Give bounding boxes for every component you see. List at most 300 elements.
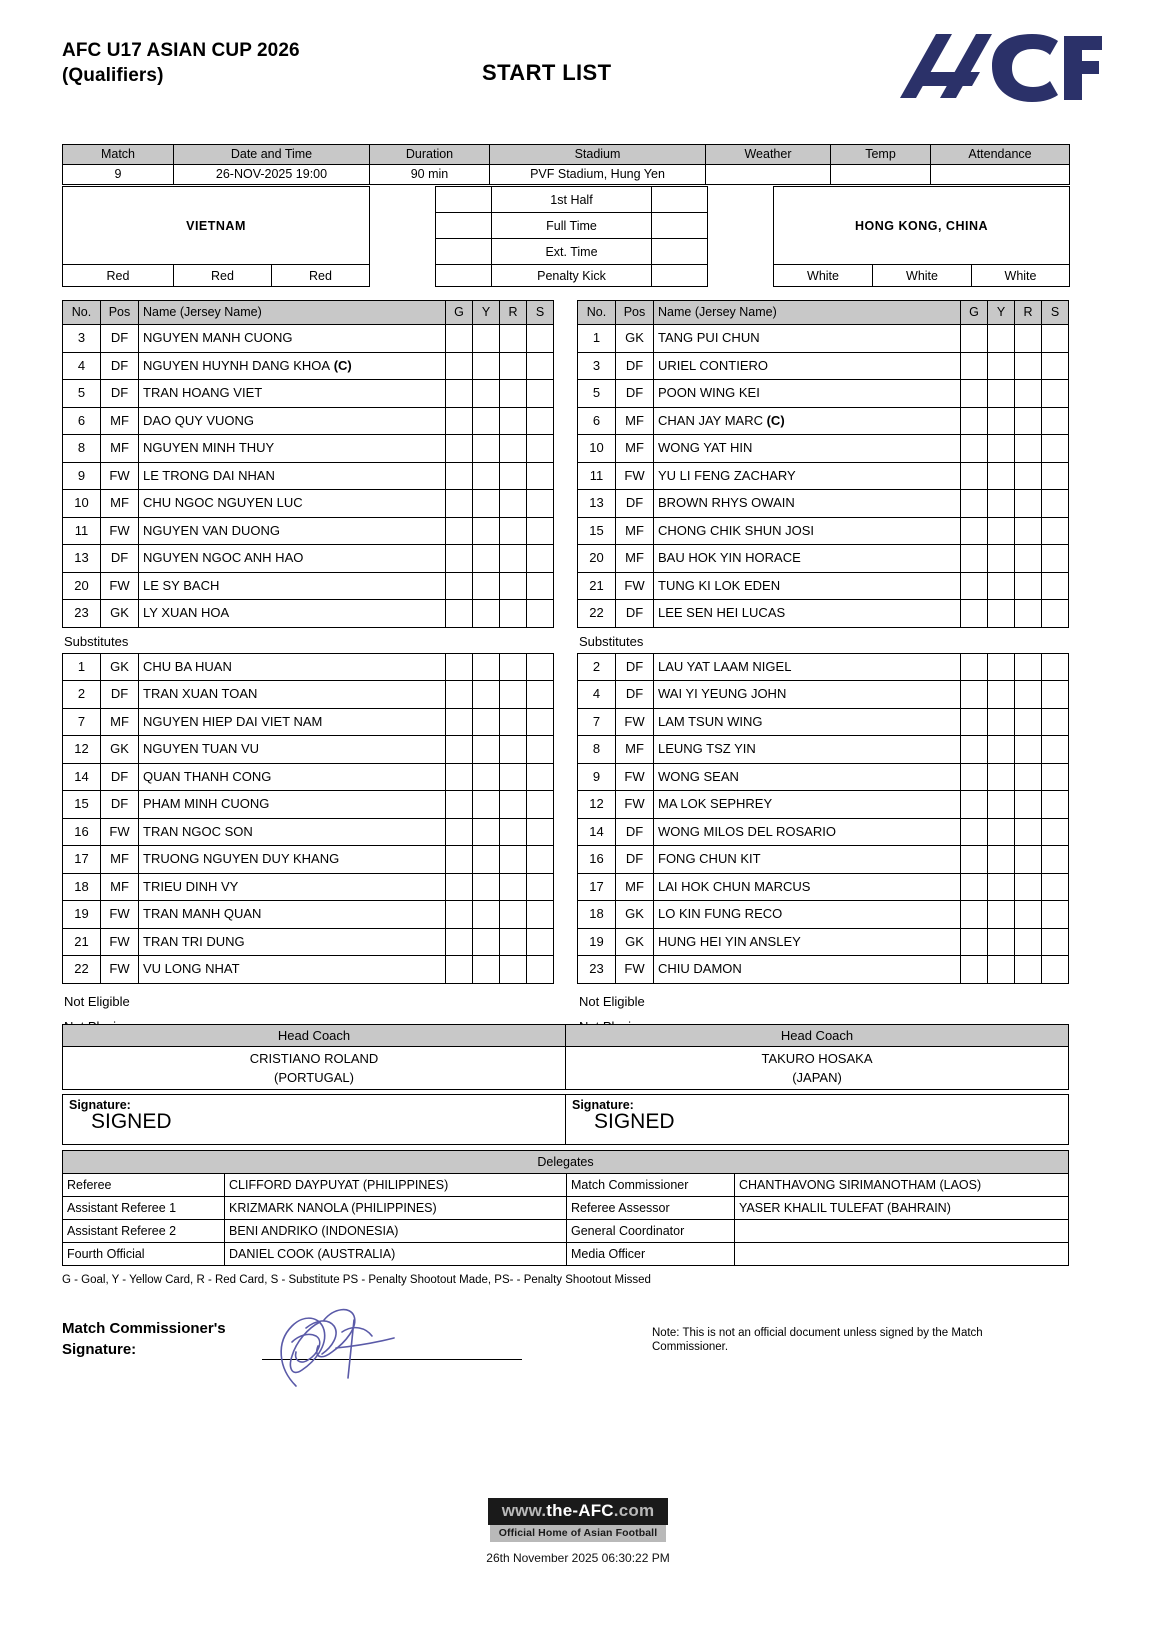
goal-cell[interactable] <box>961 846 988 874</box>
player-row <box>63 791 554 819</box>
player-row <box>578 435 1069 463</box>
yellow-card-cell[interactable] <box>473 545 500 573</box>
yellow-card-cell[interactable] <box>473 681 500 709</box>
svg-text:™: ™ <box>1090 37 1097 44</box>
substitute-cell[interactable] <box>527 545 554 573</box>
yellow-card-cell[interactable] <box>988 435 1015 463</box>
red-card-cell[interactable] <box>500 600 527 628</box>
substitute-cell[interactable] <box>527 818 554 846</box>
delegate-row <box>63 1220 1069 1243</box>
substitute-cell[interactable] <box>527 462 554 490</box>
substitute-cell[interactable] <box>527 681 554 709</box>
substitute-cell[interactable] <box>1042 791 1069 819</box>
player-number: 1 <box>578 325 616 353</box>
substitute-cell[interactable] <box>1042 653 1069 681</box>
red-card-cell[interactable] <box>1015 928 1042 956</box>
yellow-card-cell[interactable] <box>988 572 1015 600</box>
goal-cell[interactable] <box>446 928 473 956</box>
delegate-name-right: YASER KHALIL TULEFAT (BAHRAIN) <box>735 1197 1069 1220</box>
player-number: 8 <box>63 435 101 463</box>
yellow-card-cell[interactable] <box>473 517 500 545</box>
home-score-ext-time <box>436 239 492 265</box>
substitute-cell[interactable] <box>1042 818 1069 846</box>
red-card-cell[interactable] <box>500 791 527 819</box>
yellow-card-cell[interactable] <box>988 352 1015 380</box>
delegate-name-right <box>735 1220 1069 1243</box>
col-header-g: G <box>961 301 988 325</box>
goal-cell[interactable] <box>961 736 988 764</box>
goal-cell[interactable] <box>446 873 473 901</box>
player-position: DF <box>101 763 139 791</box>
player-number: 5 <box>578 380 616 408</box>
player-position: MF <box>616 407 654 435</box>
red-card-cell[interactable] <box>500 572 527 600</box>
red-card-cell[interactable] <box>1015 956 1042 984</box>
player-position: MF <box>616 545 654 573</box>
away-team-name: HONG KONG, CHINA <box>774 187 1070 265</box>
red-card-cell[interactable] <box>500 352 527 380</box>
red-card-cell[interactable] <box>1015 846 1042 874</box>
away-head-coach-cell <box>566 1047 1069 1090</box>
yellow-card-cell[interactable] <box>473 462 500 490</box>
yellow-card-cell[interactable] <box>988 681 1015 709</box>
red-card-cell[interactable] <box>1015 818 1042 846</box>
player-name: LEE SEN HEI LUCAS <box>654 600 961 628</box>
player-name: BROWN RHYS OWAIN <box>654 490 961 518</box>
home-team-name: VIETNAM <box>63 187 370 265</box>
delegate-name-left: CLIFFORD DAYPUYAT (PHILIPPINES) <box>225 1174 567 1197</box>
player-number: 9 <box>578 763 616 791</box>
afc-logo-icon <box>892 28 1102 110</box>
match-temp <box>831 165 931 185</box>
goal-cell[interactable] <box>961 545 988 573</box>
red-card-cell[interactable] <box>500 435 527 463</box>
away-coach-signature-cell[interactable] <box>566 1095 1069 1145</box>
yellow-card-cell[interactable] <box>473 407 500 435</box>
delegate-role-right: General Coordinator <box>567 1220 735 1243</box>
goal-cell[interactable] <box>446 681 473 709</box>
substitute-cell[interactable] <box>1042 681 1069 709</box>
player-name: URIEL CONTIERO <box>654 352 961 380</box>
red-card-cell[interactable] <box>1015 462 1042 490</box>
red-card-cell[interactable] <box>1015 600 1042 628</box>
yellow-card-cell[interactable] <box>473 901 500 929</box>
home-kit-color-1: Red <box>63 265 174 287</box>
goal-cell[interactable] <box>446 325 473 353</box>
yellow-card-cell[interactable] <box>988 901 1015 929</box>
player-row <box>63 681 554 709</box>
player-name: LAI HOK CHUN MARCUS <box>654 873 961 901</box>
red-card-cell[interactable] <box>500 407 527 435</box>
red-card-cell[interactable] <box>500 901 527 929</box>
player-position: GK <box>101 736 139 764</box>
red-card-cell[interactable] <box>1015 572 1042 600</box>
goal-cell[interactable] <box>446 791 473 819</box>
substitute-cell[interactable] <box>1042 435 1069 463</box>
player-row <box>63 352 554 380</box>
red-card-cell[interactable] <box>500 517 527 545</box>
red-card-cell[interactable] <box>500 763 527 791</box>
substitute-cell[interactable] <box>1042 490 1069 518</box>
player-position: DF <box>101 325 139 353</box>
substitute-cell[interactable] <box>1042 708 1069 736</box>
yellow-card-cell[interactable] <box>988 462 1015 490</box>
player-row <box>63 763 554 791</box>
red-card-cell[interactable] <box>1015 736 1042 764</box>
yellow-card-cell[interactable] <box>988 818 1015 846</box>
yellow-card-cell[interactable] <box>473 736 500 764</box>
player-number: 23 <box>578 956 616 984</box>
goal-cell[interactable] <box>961 462 988 490</box>
player-row <box>63 653 554 681</box>
goal-cell[interactable] <box>446 736 473 764</box>
goal-cell[interactable] <box>446 763 473 791</box>
substitute-cell[interactable] <box>1042 956 1069 984</box>
yellow-card-cell[interactable] <box>988 380 1015 408</box>
home-score-1st-half <box>436 187 492 213</box>
player-row <box>63 517 554 545</box>
goal-cell[interactable] <box>446 462 473 490</box>
goal-cell[interactable] <box>961 600 988 628</box>
goal-cell[interactable] <box>961 653 988 681</box>
yellow-card-cell[interactable] <box>473 572 500 600</box>
home-substitutes-label: Substitutes <box>64 633 129 649</box>
yellow-card-cell[interactable] <box>473 653 500 681</box>
goal-cell[interactable] <box>961 901 988 929</box>
red-card-cell[interactable] <box>1015 708 1042 736</box>
goal-cell[interactable] <box>446 572 473 600</box>
substitute-cell[interactable] <box>527 490 554 518</box>
goal-cell[interactable] <box>446 956 473 984</box>
goal-cell[interactable] <box>961 873 988 901</box>
player-number: 22 <box>578 600 616 628</box>
home-starters-body <box>63 325 554 628</box>
yellow-card-cell[interactable] <box>473 763 500 791</box>
goal-cell[interactable] <box>446 352 473 380</box>
player-number: 14 <box>63 763 101 791</box>
substitute-cell[interactable] <box>527 653 554 681</box>
substitute-cell[interactable] <box>1042 517 1069 545</box>
goal-cell[interactable] <box>446 490 473 518</box>
red-card-cell[interactable] <box>1015 490 1042 518</box>
goal-cell[interactable] <box>446 846 473 874</box>
away-kit-color-2: White <box>873 265 972 287</box>
delegate-role-right: Referee Assessor <box>567 1197 735 1220</box>
red-card-cell[interactable] <box>500 708 527 736</box>
goal-cell[interactable] <box>446 517 473 545</box>
player-name: FONG CHUN KIT <box>654 846 961 874</box>
substitute-cell[interactable] <box>1042 380 1069 408</box>
substitute-cell[interactable] <box>527 435 554 463</box>
red-card-cell[interactable] <box>1015 435 1042 463</box>
home-starters-header-row <box>63 301 554 325</box>
goal-cell[interactable] <box>446 545 473 573</box>
substitute-cell[interactable] <box>527 380 554 408</box>
substitute-cell[interactable] <box>527 352 554 380</box>
red-card-cell[interactable] <box>1015 380 1042 408</box>
goal-cell[interactable] <box>961 763 988 791</box>
delegates-section <box>62 1150 1069 1266</box>
player-name: WONG MILOS DEL ROSARIO <box>654 818 961 846</box>
substitute-cell[interactable] <box>527 901 554 929</box>
player-row <box>63 846 554 874</box>
substitute-cell[interactable] <box>1042 736 1069 764</box>
player-name: CHU BA HUAN <box>139 653 446 681</box>
goal-cell[interactable] <box>961 956 988 984</box>
substitute-cell[interactable] <box>527 791 554 819</box>
goal-cell[interactable] <box>961 325 988 353</box>
goal-cell[interactable] <box>446 653 473 681</box>
red-card-cell[interactable] <box>500 956 527 984</box>
player-name: LAM TSUN WING <box>654 708 961 736</box>
player-number: 5 <box>63 380 101 408</box>
period-label-full-time: Full Time <box>492 213 652 239</box>
document-header <box>62 37 1097 126</box>
substitute-cell[interactable] <box>527 708 554 736</box>
substitute-cell[interactable] <box>527 736 554 764</box>
yellow-card-cell[interactable] <box>473 490 500 518</box>
col-header-name: Name (Jersey Name) <box>654 301 961 325</box>
col-header-r: R <box>500 301 527 325</box>
delegate-role-left: Referee <box>63 1174 225 1197</box>
yellow-card-cell[interactable] <box>988 545 1015 573</box>
yellow-card-cell[interactable] <box>988 791 1015 819</box>
red-card-cell[interactable] <box>500 653 527 681</box>
goal-cell[interactable] <box>961 708 988 736</box>
yellow-card-cell[interactable] <box>473 873 500 901</box>
goal-cell[interactable] <box>961 791 988 819</box>
substitute-cell[interactable] <box>527 956 554 984</box>
player-position: FW <box>616 763 654 791</box>
player-row <box>578 600 1069 628</box>
goal-cell[interactable] <box>446 818 473 846</box>
match-commissioner-signature-block <box>62 1312 542 1382</box>
red-card-cell[interactable] <box>1015 791 1042 819</box>
yellow-card-cell[interactable] <box>988 846 1015 874</box>
player-name: CHU NGOC NGUYEN LUC <box>139 490 446 518</box>
goal-cell[interactable] <box>961 352 988 380</box>
col-header-y: Y <box>473 301 500 325</box>
red-card-cell[interactable] <box>1015 517 1042 545</box>
red-card-cell[interactable] <box>500 818 527 846</box>
yellow-card-cell[interactable] <box>988 325 1015 353</box>
player-position: DF <box>101 681 139 709</box>
player-position: DF <box>616 681 654 709</box>
player-name: TRAN XUAN TOAN <box>139 681 446 709</box>
yellow-card-cell[interactable] <box>988 490 1015 518</box>
player-position: DF <box>616 352 654 380</box>
player-name: TRIEU DINH VY <box>139 873 446 901</box>
red-card-cell[interactable] <box>1015 653 1042 681</box>
yellow-card-cell[interactable] <box>988 600 1015 628</box>
yellow-card-cell[interactable] <box>473 928 500 956</box>
goal-cell[interactable] <box>961 572 988 600</box>
player-row <box>63 928 554 956</box>
substitute-cell[interactable] <box>527 763 554 791</box>
player-name: POON WING KEI <box>654 380 961 408</box>
player-position: FW <box>101 901 139 929</box>
player-row <box>578 462 1069 490</box>
goal-cell[interactable] <box>961 928 988 956</box>
yellow-card-cell[interactable] <box>988 653 1015 681</box>
col-header-pos: Pos <box>616 301 654 325</box>
yellow-card-cell[interactable] <box>988 928 1015 956</box>
player-row <box>63 901 554 929</box>
player-number: 19 <box>63 901 101 929</box>
substitute-cell[interactable] <box>527 928 554 956</box>
player-number: 7 <box>63 708 101 736</box>
yellow-card-cell[interactable] <box>988 763 1015 791</box>
goal-cell[interactable] <box>446 380 473 408</box>
competition-title <box>62 38 300 88</box>
goal-cell[interactable] <box>961 490 988 518</box>
away-substitutes-label: Substitutes <box>579 633 644 649</box>
goal-cell[interactable] <box>446 435 473 463</box>
red-card-cell[interactable] <box>500 545 527 573</box>
yellow-card-cell[interactable] <box>988 736 1015 764</box>
player-row <box>578 681 1069 709</box>
red-card-cell[interactable] <box>1015 545 1042 573</box>
red-card-cell[interactable] <box>1015 325 1042 353</box>
red-card-cell[interactable] <box>500 873 527 901</box>
substitute-cell[interactable] <box>527 407 554 435</box>
yellow-card-cell[interactable] <box>473 956 500 984</box>
player-number: 3 <box>578 352 616 380</box>
goal-cell[interactable] <box>961 517 988 545</box>
player-position: FW <box>616 708 654 736</box>
official-document-note: Note: This is not an official document unless signed by the Match Commissioner. <box>652 1327 983 1353</box>
substitute-cell[interactable] <box>1042 846 1069 874</box>
col-header-y: Y <box>988 301 1015 325</box>
player-number: 14 <box>578 818 616 846</box>
goal-cell[interactable] <box>446 708 473 736</box>
substitute-cell[interactable] <box>527 325 554 353</box>
substitute-cell[interactable] <box>527 600 554 628</box>
red-card-cell[interactable] <box>500 736 527 764</box>
substitute-cell[interactable] <box>1042 545 1069 573</box>
red-card-cell[interactable] <box>500 681 527 709</box>
red-card-cell[interactable] <box>500 380 527 408</box>
head-coach-section <box>62 1024 1069 1090</box>
substitute-cell[interactable] <box>527 572 554 600</box>
goal-cell[interactable] <box>446 407 473 435</box>
yellow-card-cell[interactable] <box>473 818 500 846</box>
yellow-card-cell[interactable] <box>473 352 500 380</box>
player-position: DF <box>101 791 139 819</box>
goal-cell[interactable] <box>961 435 988 463</box>
player-position: FW <box>101 928 139 956</box>
substitute-cell[interactable] <box>1042 325 1069 353</box>
goal-cell[interactable] <box>961 407 988 435</box>
yellow-card-cell[interactable] <box>473 380 500 408</box>
red-card-cell[interactable] <box>500 325 527 353</box>
substitute-cell[interactable] <box>1042 407 1069 435</box>
yellow-card-cell[interactable] <box>473 325 500 353</box>
captain-mark: (C) <box>330 357 352 373</box>
home-substitutes-body <box>63 653 554 983</box>
red-card-cell[interactable] <box>1015 901 1042 929</box>
player-row <box>63 380 554 408</box>
goal-cell[interactable] <box>446 901 473 929</box>
away-substitutes-body <box>578 653 1069 983</box>
goal-cell[interactable] <box>446 600 473 628</box>
red-card-cell[interactable] <box>1015 352 1042 380</box>
period-label-1st-half: 1st Half <box>492 187 652 213</box>
red-card-cell[interactable] <box>500 846 527 874</box>
red-card-cell[interactable] <box>1015 763 1042 791</box>
red-card-cell[interactable] <box>500 928 527 956</box>
player-number: 4 <box>63 352 101 380</box>
substitute-cell[interactable] <box>527 517 554 545</box>
delegates-body <box>63 1174 1069 1266</box>
substitute-cell[interactable] <box>1042 600 1069 628</box>
delegate-name-left: BENI ANDRIKO (INDONESIA) <box>225 1220 567 1243</box>
yellow-card-cell[interactable] <box>473 600 500 628</box>
yellow-card-cell[interactable] <box>473 708 500 736</box>
substitute-cell[interactable] <box>1042 763 1069 791</box>
yellow-card-cell[interactable] <box>988 517 1015 545</box>
substitute-cell[interactable] <box>1042 572 1069 600</box>
player-position: MF <box>616 873 654 901</box>
home-coach-signature-cell[interactable] <box>63 1095 566 1145</box>
substitute-cell[interactable] <box>527 846 554 874</box>
match-stadium: PVF Stadium, Hung Yen <box>490 165 706 185</box>
player-row <box>63 462 554 490</box>
player-number: 23 <box>63 600 101 628</box>
substitute-cell[interactable] <box>1042 462 1069 490</box>
substitute-cell[interactable] <box>1042 901 1069 929</box>
player-row <box>578 653 1069 681</box>
yellow-card-cell[interactable] <box>988 708 1015 736</box>
player-number: 10 <box>63 490 101 518</box>
yellow-card-cell[interactable] <box>988 956 1015 984</box>
red-card-cell[interactable] <box>500 490 527 518</box>
player-name: NGUYEN NGOC ANH HAO <box>139 545 446 573</box>
player-number: 21 <box>63 928 101 956</box>
red-card-cell[interactable] <box>500 462 527 490</box>
player-number: 4 <box>578 681 616 709</box>
goal-cell[interactable] <box>961 380 988 408</box>
player-position: DF <box>616 653 654 681</box>
red-card-cell[interactable] <box>1015 407 1042 435</box>
player-row <box>578 407 1069 435</box>
substitute-cell[interactable] <box>527 873 554 901</box>
substitute-cell[interactable] <box>1042 352 1069 380</box>
player-name: LY XUAN HOA <box>139 600 446 628</box>
goal-cell[interactable] <box>961 681 988 709</box>
player-name: MA LOK SEPHREY <box>654 791 961 819</box>
player-name: DAO QUY VUONG <box>139 407 446 435</box>
yellow-card-cell[interactable] <box>988 407 1015 435</box>
delegate-role-left: Assistant Referee 2 <box>63 1220 225 1243</box>
substitute-cell[interactable] <box>1042 873 1069 901</box>
player-name: HUNG HEI YIN ANSLEY <box>654 928 961 956</box>
red-card-cell[interactable] <box>1015 681 1042 709</box>
substitute-cell[interactable] <box>1042 928 1069 956</box>
player-row <box>578 846 1069 874</box>
player-name: CHONG CHIK SHUN JOSI <box>654 517 961 545</box>
player-name: QUAN THANH CONG <box>139 763 446 791</box>
player-number: 6 <box>578 407 616 435</box>
yellow-card-cell[interactable] <box>473 846 500 874</box>
yellow-card-cell[interactable] <box>473 435 500 463</box>
yellow-card-cell[interactable] <box>988 873 1015 901</box>
yellow-card-cell[interactable] <box>473 791 500 819</box>
goal-cell[interactable] <box>961 818 988 846</box>
red-card-cell[interactable] <box>1015 873 1042 901</box>
player-row <box>63 873 554 901</box>
away-signature-value: SIGNED <box>594 1110 675 1133</box>
